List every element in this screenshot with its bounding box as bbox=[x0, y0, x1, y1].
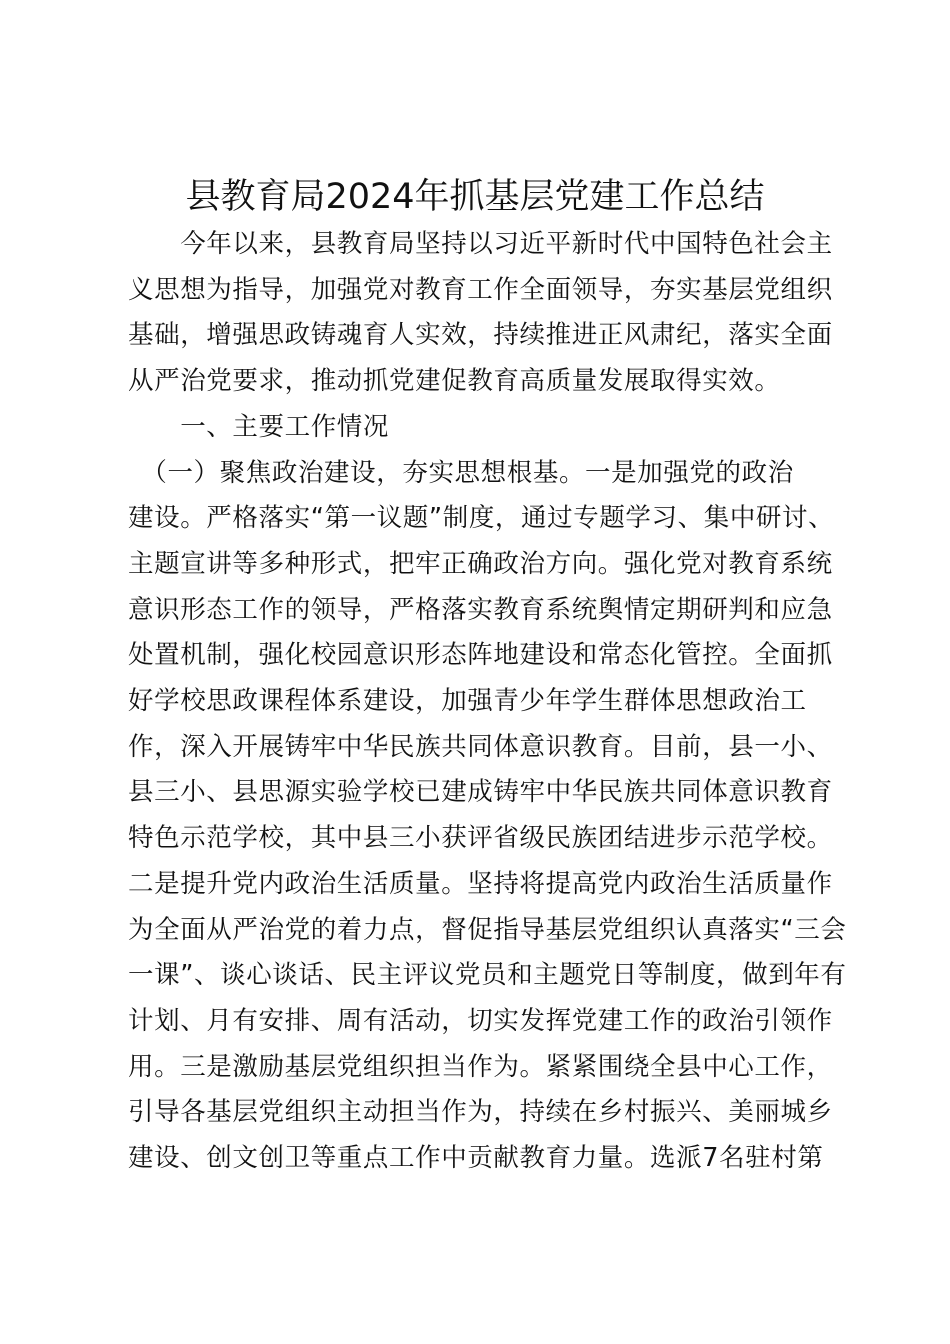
body-line: 一、主要工作情况 bbox=[128, 411, 390, 442]
body-line: 一课”、谈心谈话、民主评议党员和主题党日等制度，做到年有 bbox=[128, 960, 847, 991]
body-line: 二是提升党内政治生活质量。坚持将提高党内政治生活质量作 bbox=[128, 868, 833, 899]
document-title: 县教育局2024年抓基层党建工作总结 bbox=[185, 177, 765, 217]
body-line: 为全面从严治党的着力点，督促指导基层党组织认真落实“三会 bbox=[128, 914, 847, 945]
body-line: 引导各基层党组织主动担当作为，持续在乡村振兴、美丽城乡 bbox=[128, 1097, 833, 1128]
body-line: 特色示范学校，其中县三小获评省级民族团结进步示范学校。 bbox=[128, 823, 833, 854]
body-line: 县三小、县思源实验学校已建成铸牢中华民族共同体意识教育 bbox=[128, 777, 833, 808]
body-line: 基础，增强思政铸魂育人实效，持续推进正风肃纪，落实全面 bbox=[128, 320, 833, 351]
body-line: 好学校思政课程体系建设，加强青少年学生群体思想政治工 bbox=[128, 686, 807, 716]
body-line: 计划、月有安排、周有活动，切实发挥党建工作的政治引领作 bbox=[128, 1005, 833, 1036]
body-line: 建设。严格落实“第一议题”制度，通过专题学习、集中研讨、 bbox=[128, 503, 835, 534]
body-line: 处置机制，强化校园意识形态阵地建设和常态化管控。全面抓 bbox=[128, 640, 833, 671]
body-line: 义思想为指导，加强党对教育工作全面领导，夯实基层党组织 bbox=[128, 274, 833, 305]
body-line: （一）聚焦政治建设，夯实思想根基。一是加强党的政治 bbox=[128, 457, 794, 488]
body-line: 今年以来，县教育局坚持以习近平新时代中国特色社会主 bbox=[128, 229, 833, 259]
body-line: 意识形态工作的领导，严格落实教育系统舆情定期研判和应急 bbox=[128, 594, 833, 625]
body-line: 建设、创文创卫等重点工作中贡献教育力量。选派7名驻村第 bbox=[128, 1143, 824, 1173]
body-line: 作，深入开展铸牢中华民族共同体意识教育。目前，县一小、 bbox=[128, 731, 833, 762]
body-line: 用。三是激励基层党组织担当作为。紧紧围绕全县中心工作， bbox=[128, 1051, 833, 1082]
body-line: 从严治党要求，推动抓党建促教育高质量发展取得实效。 bbox=[128, 366, 781, 397]
body-line: 主题宣讲等多种形式，把牢正确政治方向。强化党对教育系统 bbox=[128, 548, 833, 579]
